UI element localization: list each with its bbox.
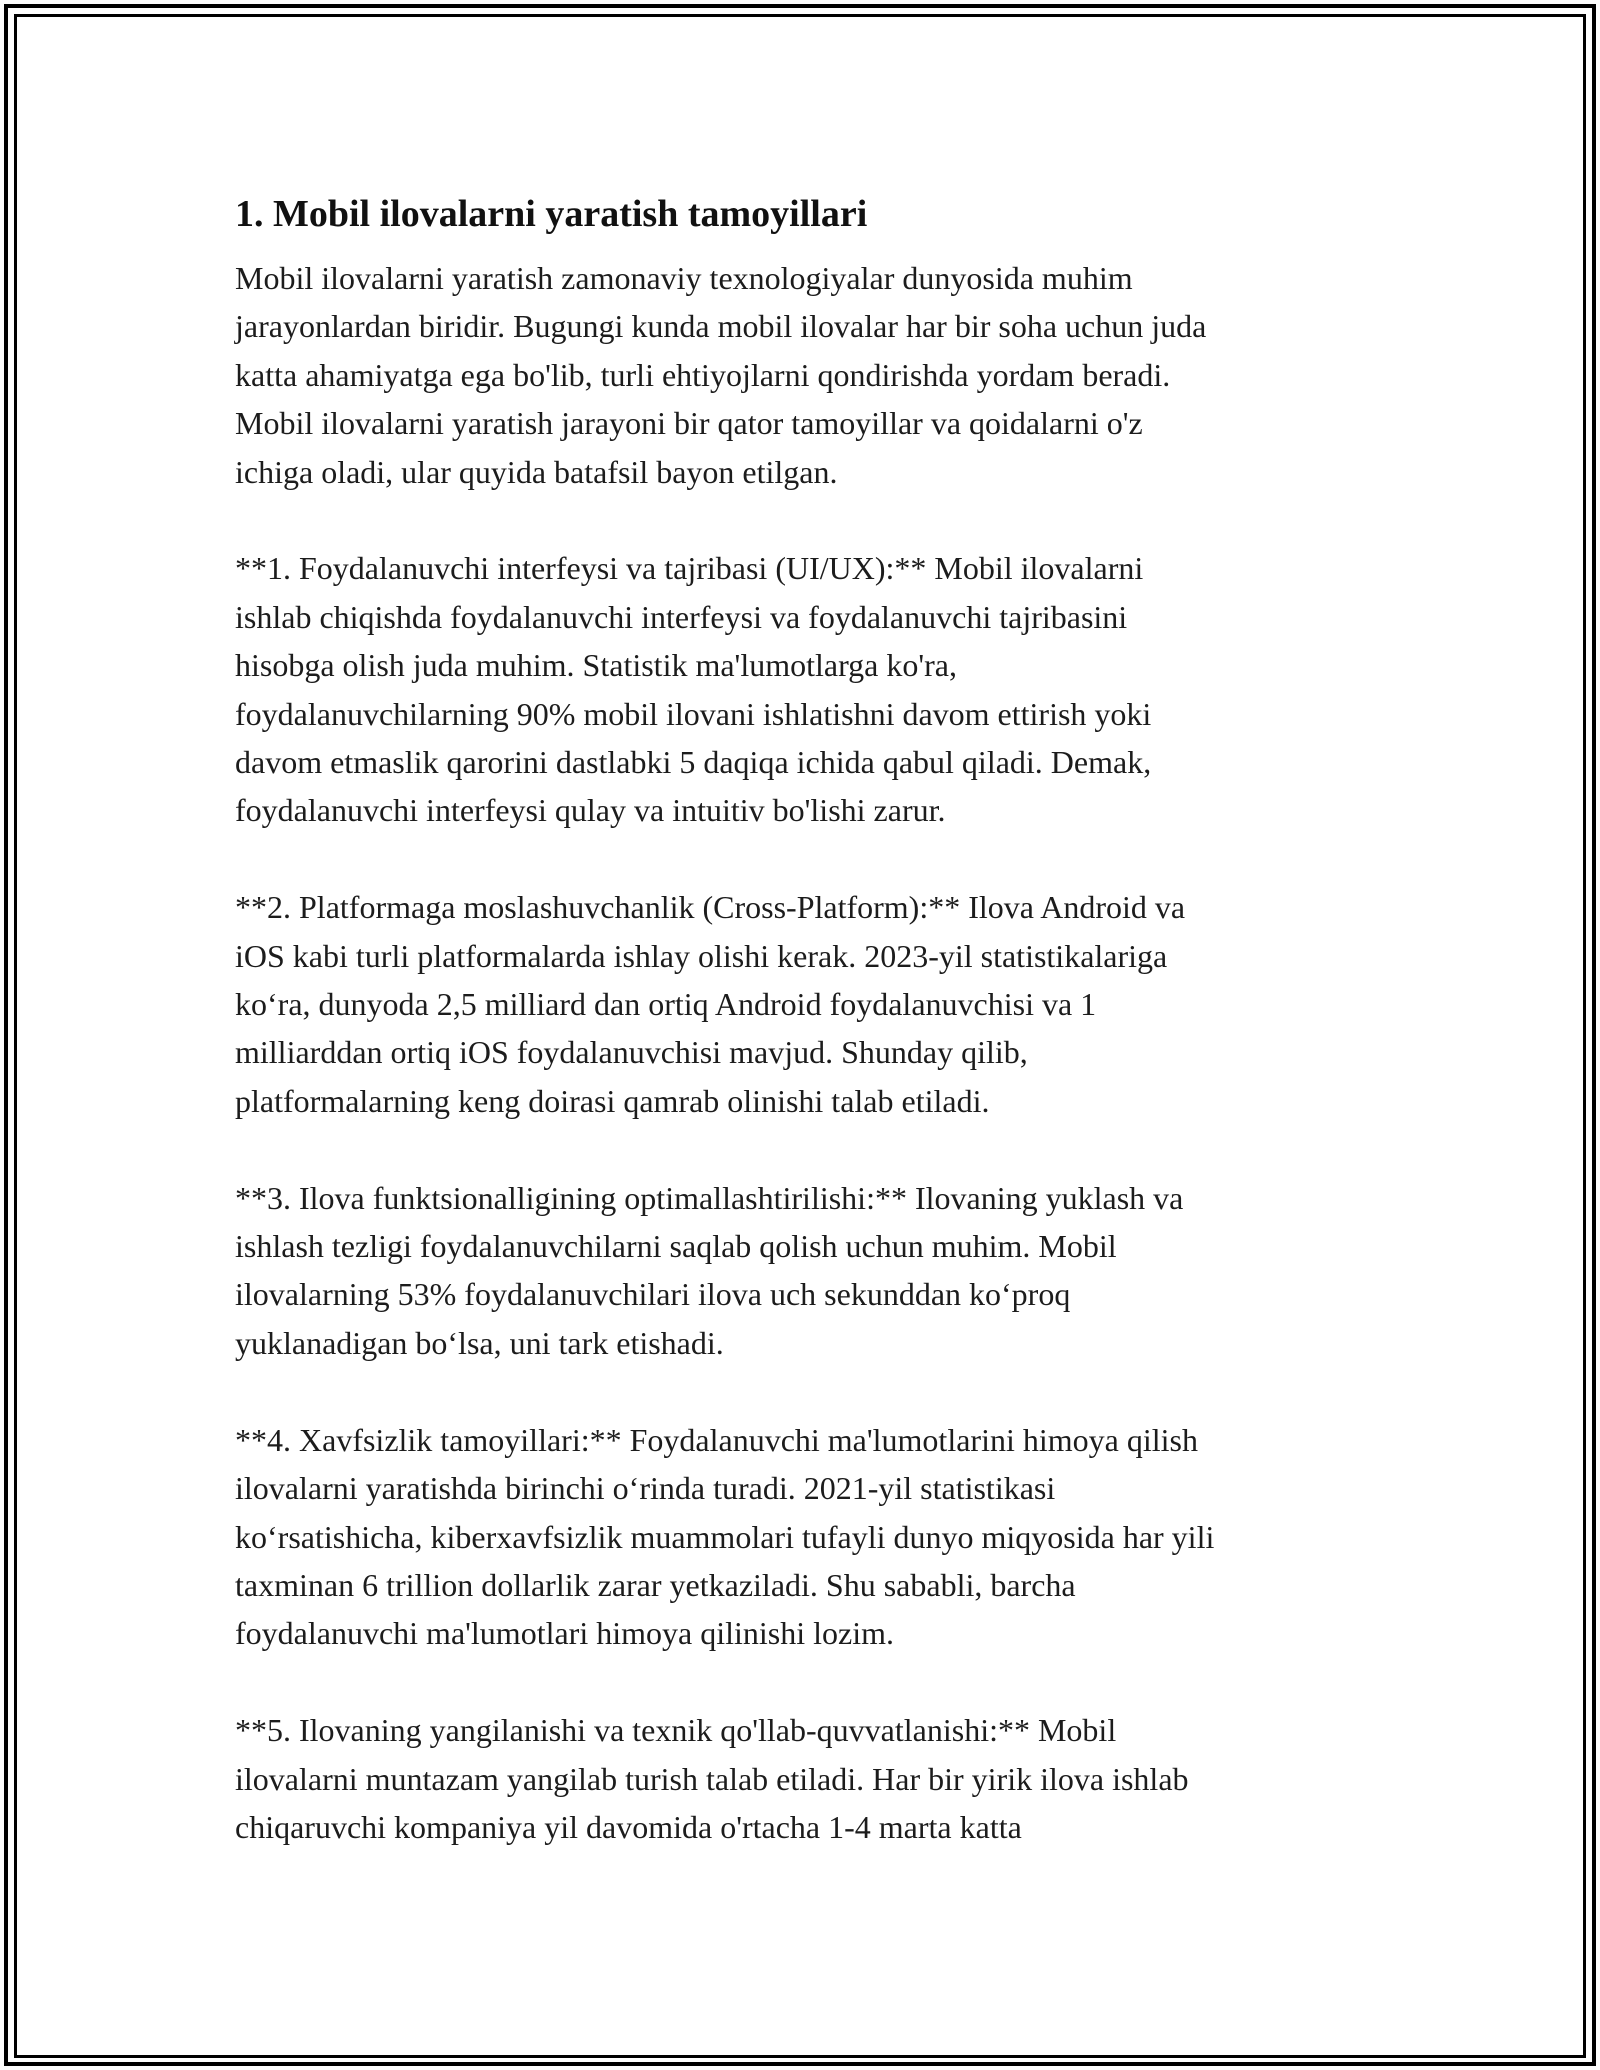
page-title: 1. Mobil ilovalarni yaratish tamoyillari xyxy=(235,193,868,235)
principle-updates-paragraph: **5. Ilovaning yangilanishi va texnik qo'llab-quvvatlanishi:** Mobil ilovalarni muntazam yangilab turish talab etiladi. Har bir yirik ilova ishlab chiqaruvchi kompaniya yil davomida o'rtacha 1-4 marta katta xyxy=(235,1712,1189,1845)
principle-cross-platform-paragraph: **2. Platformaga moslashuvchanlik (Cross-Platform):** Ilova Android va iOS kabi turli platformalarda ishlay olishi kerak. 2023-yil statistikalariga ko‘ra, dunyoda 2,5 milliard dan ortiq Android foydalanuvchisi va 1 milliarddan ortiq iOS foydalanuvchisi mavjud. Shunday qilib, platformalarning keng doirasi qamrab olinishi talab etiladi. xyxy=(235,889,1186,1119)
intro-paragraph: Mobil ilovalarni yaratish zamonaviy texnologiyalar dunyosida muhim jarayonlardan biridir. Bugungi kunda mobil ilovalar har bir soha uchun juda katta ahamiyatga ega bo'lib, turli ehtiyojlarni qondirishda yordam beradi. Mobil ilovalarni yaratish jarayoni bir qator tamoyillar va qoidalarni o'z ichiga oladi, ular quyida batafsil bayon etilgan. xyxy=(235,260,1207,490)
principle-security-paragraph: **4. Xavfsizlik tamoyillari:** Foydalanuvchi ma'lumotlarini himoya qilish ilovalarni yaratishda birinchi o‘rinda turadi. 2021-yil statistikasi ko‘rsatishicha, kiberxavfsizlik muammolari tufayli dunyo miqyosida har yili taxminan 6 trillion dollarlik zarar yetkaziladi. Shu sababli, barcha foydalanuvchi ma'lumotlari himoya qilinishi lozim. xyxy=(235,1421,1215,1652)
principle-optimization-paragraph: **3. Ilova funktsionalligining optimallashtirilishi:** Ilovaning yuklash va ishlash tezligi foydalanuvchilarni saqlab qolish uchun muhim. Mobil ilovalarning 53% foydalanuvchilari ilova uch sekunddan ko‘proq yuklanadigan bo‘lsa, uni tark etishadi. xyxy=(235,1179,1184,1361)
principle-ui-ux-paragraph: **1. Foydalanuvchi interfeysi va tajribasi (UI/UX):** Mobil ilovalarni ishlab chiqishda foydalanuvchi interfeysi va foydalanuvchi tajribasini hisobga olish juda muhim. Statistik ma'lumotlarga ko'ra, foydalanuvchilarning 90% mobil ilovani ishlatishni davom ettirish yoki davom etmaslik qarorini dastlabki 5 daqiqa ichida qabul qiladi. Demak, foydalanuvchi interfeysi qulay va intuitiv bo'lishi zarur. xyxy=(235,550,1152,829)
document-body xyxy=(235,188,1375,1851)
